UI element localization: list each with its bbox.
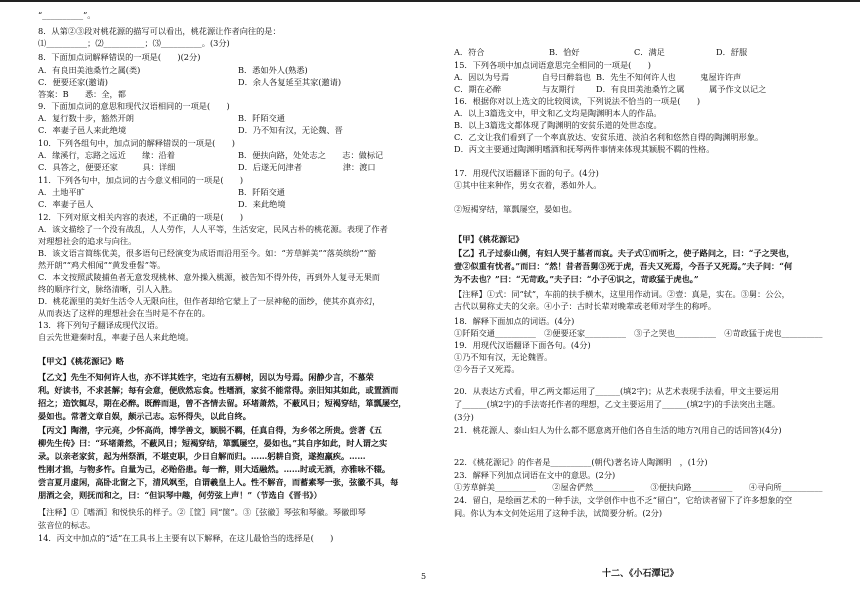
line-text: ⑴__________；⑵__________；⑶__________。(3分) xyxy=(38,38,230,48)
right-text-line xyxy=(454,72,742,82)
line-text: A．因以为号焉 自号曰醉翁也 xyxy=(454,72,591,82)
right-text-line xyxy=(454,316,574,326)
left-text-line xyxy=(38,284,177,294)
line-text: A．有良田美池桑竹之属(类) xyxy=(38,65,141,75)
line-text: 【丙文】陶潜，字元亮，少怀高尚，博学善文，颖脱不羁，任真自得，为乡邻之所贵。尝著《五 xyxy=(38,425,382,435)
left-text-line xyxy=(38,212,243,222)
line-text: C．便要还家(邀请) xyxy=(38,77,108,87)
line-text: 【注释】①〖嗜酒〗和悦快乐的样子。②〖筐〗同“箧”。③〖弦徽〗琴弦和琴徽。琴徽即琴 xyxy=(38,507,366,517)
right-text-line xyxy=(454,47,748,57)
line-text: 录。以亲老家贫，起为州祭酒，不堪吏职，少日自解而归。……躬耕自资，遂抱羸疾。…… xyxy=(38,451,366,461)
left-text-line xyxy=(38,175,243,185)
line-text: ①乃不知有汉，无论魏晋。 xyxy=(454,352,553,362)
left-text-line xyxy=(38,507,366,517)
line-text: 自云先世避秦时乱，率妻子邑人来此绝境。 xyxy=(38,332,194,342)
line-text: 18．解释下面加点的词语。(4分) xyxy=(454,316,575,326)
option-text: B．恰好 xyxy=(549,47,580,57)
option-text: B．阡陌交通 xyxy=(238,113,285,123)
left-text-line xyxy=(38,425,382,435)
line-text: 9．下面加点词的意思和现代汉语相同的一项是( ) xyxy=(38,101,230,111)
right-text-line xyxy=(454,470,615,480)
right-text-line xyxy=(454,457,708,467)
right-text-line xyxy=(454,144,714,154)
line-text: C．具答之，便要还家 具：详细 xyxy=(38,162,176,172)
line-text: 20．从表达方式看，甲乙两文都运用了______(填2字)；从艺术表现手法看，甲文主要运用 xyxy=(454,386,779,396)
line-text: 为不去也？”曰：“无苛政。”夫子曰：“小子④识之，苛政猛于虎也。” xyxy=(454,274,699,284)
right-text-line xyxy=(454,96,700,106)
left-text-line xyxy=(38,77,342,87)
left-text-line xyxy=(38,296,380,306)
line-text: 8．下面加点词解释错误的一项是( )(2分) xyxy=(38,52,201,62)
right-text-line xyxy=(454,234,524,244)
line-text: 14．丙文中加点的“适”在工具书上主要有以下解释，在这儿最恰当的选择是( ) xyxy=(38,533,334,543)
option-text: D．舒服 xyxy=(716,47,748,57)
line-text: 对理想社会的追求与向往。 xyxy=(38,236,137,246)
page-number: 5 xyxy=(421,572,427,581)
option-text: C．满足 xyxy=(634,47,665,57)
line-text: 弦音位的标志。 xyxy=(38,520,96,530)
line-text: A．缘溪行，忘路之远近 缘：沿着 xyxy=(38,150,175,160)
line-text: 性刚才拙，与物多忤。自量为己，必贻俗患。每一醉，则大适融然。……时或无酒，亦雅咏不辍。 xyxy=(38,464,391,474)
right-text-line xyxy=(454,508,662,518)
right-text-line xyxy=(454,340,591,350)
right-text-line xyxy=(454,60,651,70)
right-text-line xyxy=(454,412,474,422)
line-text: 12．下列对原文相关内容的表述，不正确的一项是( ) xyxy=(38,212,244,222)
line-text: 晏如也。常著文章自娱，颇示己志。忘怀得失，以此自终。 xyxy=(38,411,251,421)
line-text: 间。你认为本文何处运用了这种手法，试简要分析。(2分) xyxy=(454,508,663,518)
right-text-line xyxy=(454,108,662,118)
line-text: C．乙文让我们看到了一个率真放达、安贫乐道、淡泊名利和悠然自得的陶渊明形象。 xyxy=(454,132,764,142)
line-text: ②短褐穿结，箪瓢屡空，晏如也。 xyxy=(454,204,577,214)
option-text: B．阡陌交通 xyxy=(238,187,285,197)
left-text-line xyxy=(38,113,285,123)
left-text-line xyxy=(38,187,285,197)
left-text-line xyxy=(38,332,194,342)
line-text: 15．下列各项中加点词语意思完全相同的一项是( ) xyxy=(454,60,651,70)
line-text: D．桃花源里的美好生活令人无限向往，但作者却给它蒙上了一层神秘的面纱，使其亦真亦幻， xyxy=(38,296,381,306)
left-text-line xyxy=(38,272,380,282)
left-text-line xyxy=(38,162,376,172)
line-text: (3分) xyxy=(454,412,474,422)
right-text-line xyxy=(454,84,767,94)
option-text: D．来此绝境 xyxy=(238,199,286,209)
line-text: 终的顺序行文，脉络清晰，引人入胜。 xyxy=(38,284,178,294)
left-text-line xyxy=(38,38,230,48)
left-text-line xyxy=(38,89,126,99)
right-text-line xyxy=(454,386,779,396)
line-text: B．以上3篇选文都体现了陶渊明的安贫乐道的处世态度。 xyxy=(454,120,662,130)
left-text-line xyxy=(38,125,343,135)
line-text: 16．根据你对以上选文的比较阅读，下列说法不恰当的一项是( ) xyxy=(454,96,701,106)
line-text: 壹②似重有忧者。”而曰：“然！昔者吾舅③死于虎，吾夫又死焉，今吾子又死焉。”夫子问：“何 xyxy=(454,261,793,271)
right-text-line xyxy=(454,274,699,284)
line-text: 23．解释下列加点词语在文中的意思。(2分) xyxy=(454,470,616,480)
option-text: D．余人各复延至其家(邀请) xyxy=(238,77,342,87)
left-text-line xyxy=(38,248,376,258)
line-text: 从而表达了这样的理想社会在当时是不存在的。 xyxy=(38,308,210,318)
left-text-line xyxy=(38,26,281,36)
line-text: A．该文描绘了一个没有战乱，人人劳作，人人平等，生活安定，民风古朴的桃花源。表现了作者 xyxy=(38,224,388,234)
line-text: 8．从第②③段对桃花源的描写可以看出，桃花源让作者向往的是： xyxy=(38,26,281,36)
line-text: ①芳草鲜美__________ ②屋舍俨然__________ ③便扶向路__________ ④寻向所__________ xyxy=(454,482,823,492)
section-title: 十二、《小石潭记》 xyxy=(602,569,679,579)
line-text: 19．用现代汉语翻译下面各句。(4分) xyxy=(454,340,591,350)
left-text-line xyxy=(38,320,163,330)
left-text-line xyxy=(38,398,406,408)
left-text-line xyxy=(38,308,210,318)
line-text: 24．留白，是绘画艺术的一种手法，文学创作中也不乏“留白”，它给读者留下了许多想象的空 xyxy=(454,495,793,505)
line-text: ①阡陌交通__________ ②便要还家__________ ③子之哭也__________ ④苛政猛于虎也__________ xyxy=(454,328,823,338)
left-text-line xyxy=(38,438,387,448)
line-text: C．期在必醉 与友期行 xyxy=(454,84,575,94)
left-text-line xyxy=(38,464,390,474)
line-text: D．丙文主要通过陶渊明嗜酒和抚琴两件事情来体现其颖脱不羁的性格。 xyxy=(454,144,715,154)
line-text: 10．下列各组句中，加点词的解释错误的一项是( ) xyxy=(38,138,235,148)
line-text: C．率妻子邑人来此绝境 xyxy=(38,125,127,135)
line-text: 17．用现代汉语翻译下面的句子。(4分) xyxy=(454,168,599,178)
left-text-line xyxy=(38,101,230,111)
line-text: 【甲】《桃花源记》 xyxy=(454,234,524,244)
line-text: 然开朗”“鸡犬相闻”“黄发垂髫”等。 xyxy=(38,260,166,270)
right-text-line xyxy=(454,301,716,311)
right-text-line xyxy=(454,180,601,190)
line-text: B．该文语言简练优美，很多语句已经演变为成语而沿用至今。如：“芳草鲜美”“落英缤纷”“豁 xyxy=(38,248,377,258)
left-text-line xyxy=(38,490,322,500)
option-text: D．乃不知有汉，无论魏、晋 xyxy=(238,125,343,135)
line-text: C．本文按照武陵捕鱼者无意发现桃林、意外操入桃源，被告知不得外传，再到外人复寻无果而 xyxy=(38,272,380,282)
right-text-line xyxy=(454,289,790,299)
line-text: A．复行数十步，豁然开朗 xyxy=(38,113,134,123)
left-text-line xyxy=(38,65,308,75)
line-text: C．率妻子邑人 xyxy=(38,199,94,209)
line-text: 尝言夏月虚闲，高卧北窗之下，清风飒至，自谓羲皇上人。性不解音，而蓄素琴一张，弦徽不具，每 xyxy=(38,477,399,487)
left-text-line xyxy=(38,411,251,421)
right-text-line xyxy=(454,168,599,178)
line-text: A．符合 xyxy=(454,47,485,57)
line-text: 【乙】孔子过泰山侧，有妇人哭于墓者而哀。夫子式①而听之，使子路问之，曰：“子之哭也， xyxy=(454,248,795,258)
option-text: D．后遂无问津者 津：渡口 xyxy=(238,162,376,172)
left-text-line xyxy=(38,477,398,487)
line-text: ②今吾子又死焉。 xyxy=(454,364,520,374)
left-text-line xyxy=(38,199,286,209)
line-text: 利。好读书，不求甚解；每有会意，便欣然忘食。性嗜酒，家贫不能常得。亲旧知其如此，或置酒而 xyxy=(38,385,399,395)
option-text: D．有良田美池桑竹之属 属予作文以记之 xyxy=(596,84,767,94)
line-text: A．土地平旷 xyxy=(38,187,85,197)
line-text: 11．下列各句中，加点词的古今意义相同的一项是( ) xyxy=(38,175,244,185)
line-text: 【注释】①式：同“轼”，车前的扶手横木，这里用作动词。②壹：真是，实在。③舅：公公， xyxy=(454,289,790,299)
line-text: “__________”。 xyxy=(38,10,96,20)
line-text: 【甲文】《桃花源记》略 xyxy=(38,356,124,366)
right-text-line xyxy=(454,204,577,214)
right-text-line xyxy=(454,364,520,374)
line-text: 招之；造饮辄尽，期在必醉。既醉而退，曾不吝情去留。环堵萧然，不蔽风日；短褐穿结，箪瓢屡空， xyxy=(38,398,407,408)
line-text: 答案：B 悉：全，都 xyxy=(38,89,126,99)
option-text: B．先生不知何许人也 鬼屋许许声 xyxy=(596,72,742,82)
left-text-line xyxy=(38,451,366,461)
right-text-line xyxy=(454,261,792,271)
right-text-line xyxy=(454,132,763,142)
line-text: A．以上3篇选文中，甲文和乙文均是陶渊明本人的作品。 xyxy=(454,108,662,118)
right-text-line xyxy=(454,248,794,258)
line-text: 13．将下列句子翻译成现代汉语。 xyxy=(38,320,164,330)
left-text-line xyxy=(38,52,200,62)
line-text: 了______(填2字)的手法寄托作者的理想，乙文主要运用了______(填2字)的手法突出主题。 xyxy=(454,399,781,409)
right-text-line xyxy=(454,495,792,505)
left-text-line xyxy=(38,520,95,530)
left-text-line xyxy=(38,372,374,382)
line-text: 朋酒之会，则抚而和之，曰：“但识琴中趣，何劳弦上声！”（节选自《晋书》） xyxy=(38,490,322,500)
left-text-line xyxy=(38,150,384,160)
option-text: B．便扶向路，处处志之 志：做标记 xyxy=(238,150,384,160)
right-text-line xyxy=(454,482,822,492)
line-text: 【乙文】先生不知何许人也，亦不详其姓字，宅边有五柳树，因以为号焉。闲静少言，不慕荣 xyxy=(38,372,374,382)
left-text-line xyxy=(38,10,96,20)
line-text: 21．桃花源人、泰山妇人为什么都不愿意离开他们各自生活的地方?(用自己的话回答)(4分) xyxy=(454,425,782,435)
line-text: 22．《桃花源记》的作者是__________(朝代)著名诗人陶渊明 ，(1分) xyxy=(454,457,708,467)
left-text-line xyxy=(38,385,398,395)
left-text-line xyxy=(38,138,235,148)
left-text-line xyxy=(38,236,136,246)
left-text-line xyxy=(38,260,165,270)
option-text: B．悉如外人(熟悉) xyxy=(238,65,308,75)
line-text: 柳先生传》曰：“环堵萧然，不蔽风日；短褐穿结，箪瓢屡空，晏如也。”其自序如此，时人谓之实 xyxy=(38,438,388,448)
left-text-line xyxy=(38,224,388,234)
right-text-line xyxy=(454,352,552,362)
left-text-line xyxy=(38,356,124,366)
right-text-line xyxy=(454,328,822,338)
right-text-line xyxy=(454,120,662,130)
line-text: 古代以舅称丈夫的父亲。④小子：古时长辈对晚辈或老师对学生的称呼。 xyxy=(454,301,717,311)
line-text: ①其中往来种作，男女衣着，悉如外人。 xyxy=(454,180,602,190)
right-text-line xyxy=(454,425,782,435)
right-text-line xyxy=(454,399,780,409)
left-text-line xyxy=(38,533,333,543)
